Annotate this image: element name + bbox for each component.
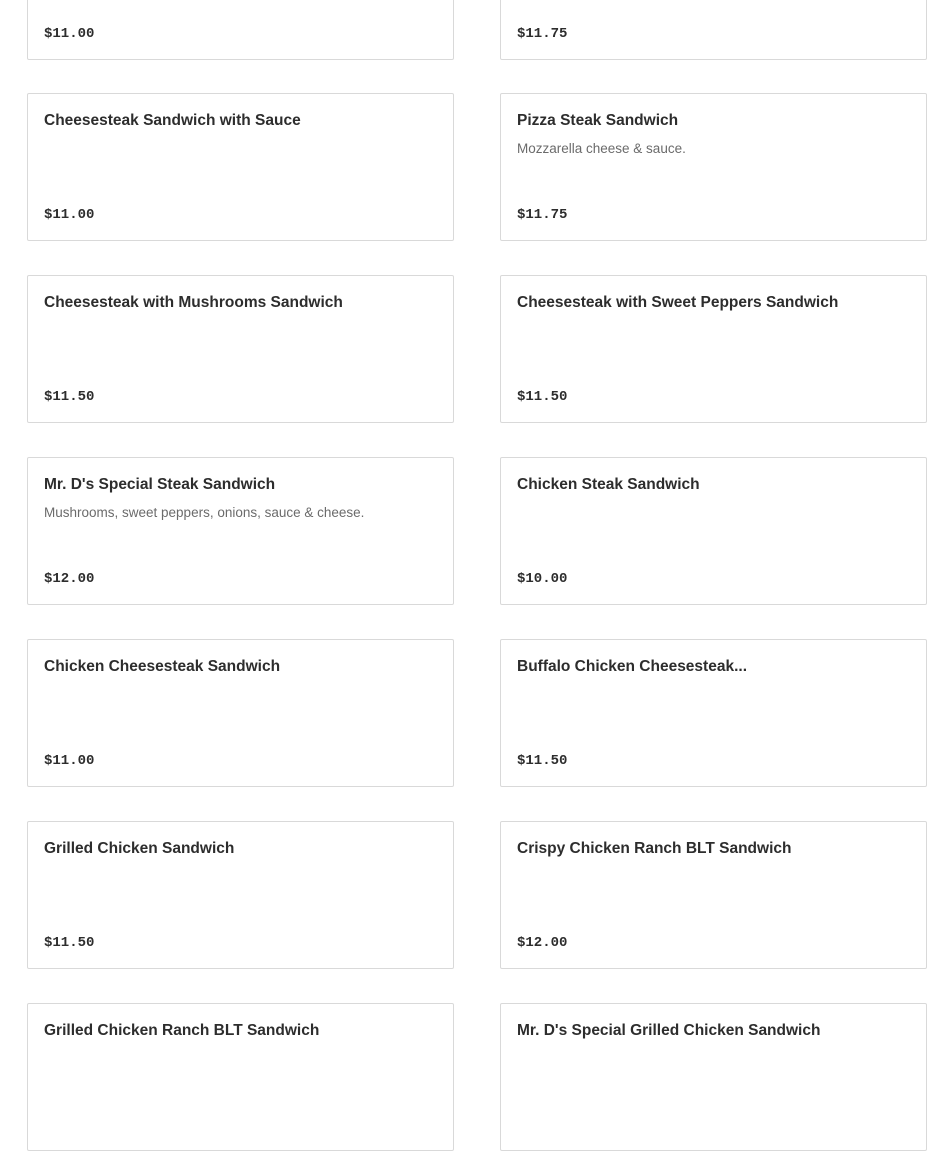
menu-item-price: $10.00 bbox=[517, 571, 568, 587]
menu-item-price: $11.50 bbox=[44, 935, 95, 951]
menu-item-card[interactable] bbox=[500, 457, 927, 605]
menu-item-card[interactable] bbox=[500, 1003, 927, 1151]
menu-item-price: $11.75 bbox=[517, 207, 568, 223]
menu-item-price: $12.00 bbox=[44, 571, 95, 587]
menu-item-price: $11.00 bbox=[44, 753, 95, 769]
menu-item-name: Cheesesteak Sandwich with Sauce bbox=[44, 112, 301, 129]
menu-item-card[interactable] bbox=[500, 0, 927, 60]
menu-item-name: Crispy Chicken Ranch BLT Sandwich bbox=[517, 840, 792, 857]
menu-item-card[interactable] bbox=[27, 93, 454, 241]
menu-item-name: Cheesesteak with Mushrooms Sandwich bbox=[44, 294, 343, 311]
menu-item-card[interactable] bbox=[27, 1003, 454, 1151]
menu-item-description: Mozzarella cheese & sauce. bbox=[517, 141, 686, 156]
menu-item-name: Chicken Cheesesteak Sandwich bbox=[44, 658, 281, 675]
menu-item-card[interactable] bbox=[27, 457, 454, 605]
menu-item-name: Grilled Chicken Ranch BLT Sandwich bbox=[44, 1022, 320, 1039]
menu-item-card[interactable] bbox=[500, 821, 927, 969]
menu-item-name: Mr. D's Special Grilled Chicken Sandwich bbox=[517, 1022, 821, 1039]
menu-item-card[interactable] bbox=[27, 0, 454, 60]
menu-item-price: $11.50 bbox=[517, 389, 568, 405]
menu-item-price: $11.75 bbox=[517, 26, 568, 42]
menu-item-name: Buffalo Chicken Cheesesteak... bbox=[517, 658, 747, 675]
menu-item-name: Cheesesteak with Sweet Peppers Sandwich bbox=[517, 294, 839, 311]
menu-item-name: Chicken Steak Sandwich bbox=[517, 476, 700, 493]
menu-item-name: Mr. D's Special Steak Sandwich bbox=[44, 476, 276, 493]
menu-item-card[interactable] bbox=[500, 639, 927, 787]
menu-item-card[interactable] bbox=[27, 639, 454, 787]
menu-item-card[interactable] bbox=[27, 275, 454, 423]
menu-item-price: $11.00 bbox=[44, 26, 95, 42]
menu-item-price: $12.00 bbox=[517, 935, 568, 951]
menu-item-name: Grilled Chicken Sandwich bbox=[44, 840, 235, 857]
menu-item-card[interactable] bbox=[500, 275, 927, 423]
menu-item-price: $11.50 bbox=[44, 389, 95, 405]
menu-item-price: $11.50 bbox=[517, 753, 568, 769]
menu-item-card[interactable] bbox=[27, 821, 454, 969]
menu-item-card[interactable] bbox=[500, 93, 927, 241]
menu-item-price: $11.00 bbox=[44, 207, 95, 223]
menu-item-name: Pizza Steak Sandwich bbox=[517, 112, 679, 129]
menu-item-description: Mushrooms, sweet peppers, onions, sauce & cheese. bbox=[44, 505, 365, 520]
